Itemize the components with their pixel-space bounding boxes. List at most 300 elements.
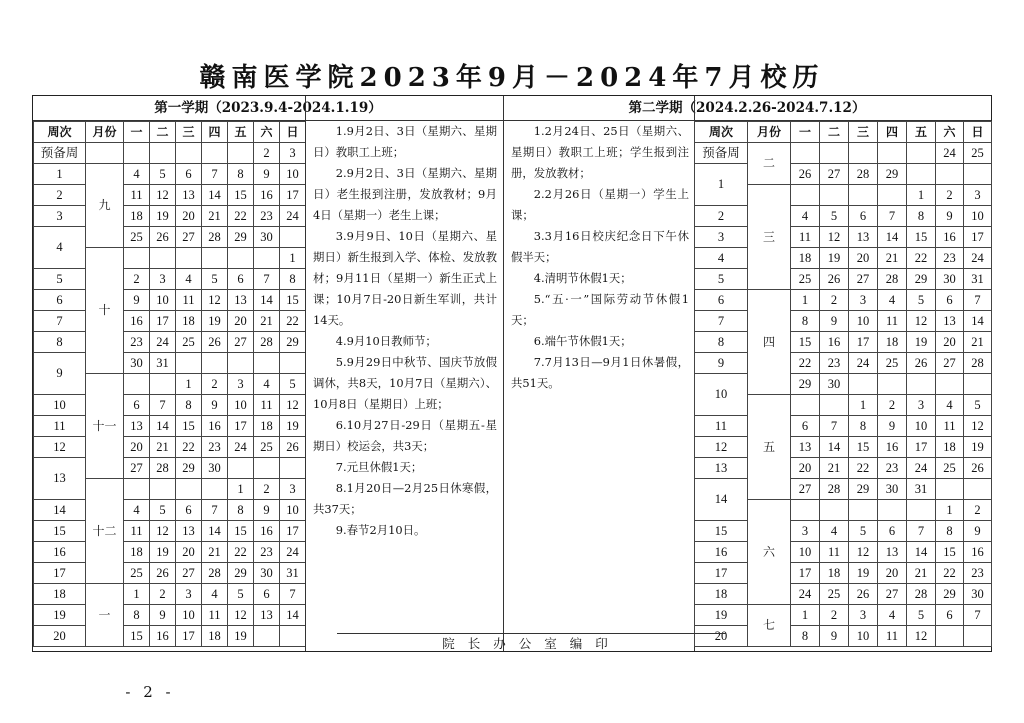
day-cell: 23 (254, 206, 280, 227)
day-cell: 29 (176, 458, 202, 479)
table-row (695, 521, 992, 542)
week-number: 17 (695, 563, 748, 584)
column-header: 六 (254, 122, 280, 143)
day-cell (176, 248, 202, 269)
day-cell: 23 (124, 332, 150, 353)
day-cell: 24 (150, 332, 176, 353)
day-cell: 19 (849, 563, 878, 584)
table-row (695, 248, 992, 269)
week-number: 19 (34, 605, 86, 626)
day-cell: 4 (791, 206, 820, 227)
day-cell: 27 (176, 227, 202, 248)
day-cell: 20 (176, 206, 202, 227)
day-cell: 3 (176, 584, 202, 605)
week-number: 10 (34, 395, 86, 416)
day-cell: 11 (791, 227, 820, 248)
day-cell: 21 (878, 248, 907, 269)
week-number: 13 (34, 458, 86, 500)
table-row (695, 290, 992, 311)
day-cell: 20 (936, 332, 964, 353)
day-cell: 28 (202, 227, 228, 248)
day-cell: 15 (791, 332, 820, 353)
day-cell: 23 (820, 353, 849, 374)
week-number: 2 (695, 206, 748, 227)
day-cell: 28 (254, 332, 280, 353)
table-row (695, 206, 992, 227)
day-cell: 1 (791, 605, 820, 626)
day-cell: 31 (907, 479, 936, 500)
day-cell: 7 (964, 290, 992, 311)
day-cell: 20 (878, 563, 907, 584)
day-cell: 24 (936, 143, 964, 164)
day-cell: 8 (280, 269, 306, 290)
week-number: 3 (34, 206, 86, 227)
table-row (34, 416, 306, 437)
page-title: 赣南医学院2023年9月－2024年7月校历 (199, 63, 825, 93)
table-row (695, 584, 992, 605)
day-cell: 20 (124, 437, 150, 458)
day-cell (907, 164, 936, 185)
week-number: 14 (34, 500, 86, 521)
day-cell: 11 (124, 185, 150, 206)
day-cell: 25 (964, 143, 992, 164)
day-cell: 21 (820, 458, 849, 479)
day-cell: 7 (202, 500, 228, 521)
day-cell: 7 (254, 269, 280, 290)
table-row (695, 164, 992, 185)
day-cell: 4 (936, 395, 964, 416)
table-row (34, 605, 306, 626)
day-cell: 31 (280, 563, 306, 584)
day-cell: 28 (820, 479, 849, 500)
day-cell: 23 (964, 563, 992, 584)
day-cell: 5 (150, 500, 176, 521)
day-cell: 1 (936, 500, 964, 521)
day-cell: 19 (150, 206, 176, 227)
week-number: 15 (34, 521, 86, 542)
day-cell: 1 (228, 479, 254, 500)
day-cell: 5 (280, 374, 306, 395)
month-label: 三 (748, 185, 791, 290)
day-cell: 6 (124, 395, 150, 416)
day-cell (878, 143, 907, 164)
column-header: 四 (202, 122, 228, 143)
day-cell: 28 (849, 164, 878, 185)
day-cell: 24 (228, 437, 254, 458)
day-cell: 13 (791, 437, 820, 458)
day-cell (907, 500, 936, 521)
day-cell: 16 (150, 626, 176, 647)
day-cell: 24 (280, 206, 306, 227)
day-cell: 6 (254, 584, 280, 605)
day-cell: 27 (791, 479, 820, 500)
week-number: 19 (695, 605, 748, 626)
day-cell: 10 (849, 311, 878, 332)
day-cell: 21 (202, 542, 228, 563)
day-cell: 9 (254, 164, 280, 185)
day-cell (820, 143, 849, 164)
column-header: 六 (936, 122, 964, 143)
day-cell: 17 (907, 437, 936, 458)
semester2-notes (511, 121, 689, 394)
day-cell (176, 479, 202, 500)
day-cell: 19 (907, 332, 936, 353)
day-cell: 4 (124, 500, 150, 521)
day-cell: 15 (228, 521, 254, 542)
day-cell: 8 (936, 521, 964, 542)
semester2-calendar-table (694, 121, 992, 647)
day-cell: 10 (150, 290, 176, 311)
week-number: 5 (34, 269, 86, 290)
day-cell: 25 (124, 563, 150, 584)
day-cell: 15 (849, 437, 878, 458)
column-header: 一 (124, 122, 150, 143)
day-cell (254, 248, 280, 269)
day-cell: 18 (176, 311, 202, 332)
day-cell: 11 (820, 542, 849, 563)
day-cell: 18 (820, 563, 849, 584)
day-cell (280, 227, 306, 248)
table-row (695, 332, 992, 353)
day-cell: 3 (849, 290, 878, 311)
day-cell: 22 (791, 353, 820, 374)
week-number: 15 (695, 521, 748, 542)
day-cell: 14 (202, 185, 228, 206)
table-row (695, 479, 992, 500)
day-cell: 29 (878, 164, 907, 185)
day-cell: 8 (907, 206, 936, 227)
note-item: 2.9月2日、3日（星期六、星期日）老生报到注册，发放教材；9月4日（星期一）老生上课； (313, 166, 497, 222)
day-cell: 12 (907, 311, 936, 332)
week-number: 1 (34, 164, 86, 185)
day-cell: 22 (228, 206, 254, 227)
day-cell: 13 (849, 227, 878, 248)
day-cell: 17 (849, 332, 878, 353)
month-label: 十二 (86, 479, 124, 584)
day-cell: 17 (280, 185, 306, 206)
day-cell: 12 (150, 521, 176, 542)
day-cell: 29 (849, 479, 878, 500)
note-item: 8.1月20日—2月25日休寒假，共37天； (313, 481, 497, 516)
day-cell: 3 (907, 395, 936, 416)
day-cell: 31 (150, 353, 176, 374)
day-cell: 19 (820, 248, 849, 269)
day-cell: 15 (228, 185, 254, 206)
day-cell: 12 (820, 227, 849, 248)
day-cell (150, 143, 176, 164)
table-row (34, 206, 306, 227)
table-row (695, 227, 992, 248)
day-cell: 21 (964, 332, 992, 353)
day-cell: 11 (124, 521, 150, 542)
day-cell (791, 143, 820, 164)
day-cell: 25 (820, 584, 849, 605)
day-cell (849, 143, 878, 164)
day-cell: 14 (878, 227, 907, 248)
day-cell: 4 (176, 269, 202, 290)
week-number: 8 (695, 332, 748, 353)
day-cell: 15 (124, 626, 150, 647)
day-cell (820, 185, 849, 206)
day-cell: 28 (150, 458, 176, 479)
day-cell: 4 (254, 374, 280, 395)
day-cell: 8 (791, 626, 820, 647)
day-cell (150, 248, 176, 269)
day-cell: 5 (202, 269, 228, 290)
day-cell: 8 (228, 500, 254, 521)
day-cell: 10 (907, 416, 936, 437)
day-cell: 10 (964, 206, 992, 227)
day-cell: 16 (936, 227, 964, 248)
day-cell: 4 (878, 290, 907, 311)
table-row (34, 584, 306, 605)
day-cell: 28 (202, 563, 228, 584)
column-header: 周次 (695, 122, 748, 143)
day-cell (280, 458, 306, 479)
day-cell: 24 (280, 542, 306, 563)
week-number: 20 (695, 626, 748, 647)
table-row (34, 521, 306, 542)
table-row (34, 626, 306, 647)
day-cell: 24 (907, 458, 936, 479)
note-item: 1.2月24日、25日（星期六、星期日）教职工上班；学生报到注册，发放教材； (511, 124, 689, 180)
day-cell: 24 (849, 353, 878, 374)
day-cell: 10 (280, 164, 306, 185)
day-cell: 8 (849, 416, 878, 437)
day-cell: 8 (124, 605, 150, 626)
week-number: 16 (695, 542, 748, 563)
day-cell: 4 (202, 584, 228, 605)
day-cell: 17 (228, 416, 254, 437)
column-header: 三 (849, 122, 878, 143)
day-cell: 24 (791, 584, 820, 605)
semester2-heading: 第二学期（2024.2.26-2024.7.12） (503, 96, 991, 121)
note-item: 4.清明节休假1天； (533, 271, 632, 285)
day-cell: 5 (964, 395, 992, 416)
day-cell: 5 (849, 521, 878, 542)
day-cell: 14 (907, 542, 936, 563)
day-cell (176, 353, 202, 374)
week-number: 7 (695, 311, 748, 332)
day-cell: 14 (820, 437, 849, 458)
day-cell: 6 (791, 416, 820, 437)
column-header: 月份 (86, 122, 124, 143)
day-cell: 21 (202, 206, 228, 227)
week-number: 11 (695, 416, 748, 437)
week-number: 16 (34, 542, 86, 563)
column-header: 五 (228, 122, 254, 143)
day-cell: 25 (176, 332, 202, 353)
day-cell: 27 (124, 458, 150, 479)
column-header: 二 (820, 122, 849, 143)
day-cell (202, 248, 228, 269)
table-row (34, 290, 306, 311)
day-cell: 31 (964, 269, 992, 290)
day-cell: 29 (791, 374, 820, 395)
day-cell: 30 (936, 269, 964, 290)
day-cell (849, 185, 878, 206)
day-cell: 9 (936, 206, 964, 227)
day-cell: 2 (202, 374, 228, 395)
table-row (695, 143, 992, 164)
note-item: 3.9月9日、10日（星期六、星期日）新生报到入学、体检、发放教材；9月11日（星期一）新生正式上课；10月7日-20日新生军训，共计14天。 (313, 229, 497, 327)
table-row (695, 269, 992, 290)
day-cell: 27 (176, 563, 202, 584)
day-cell (254, 458, 280, 479)
table-row (34, 143, 306, 164)
day-cell: 9 (124, 290, 150, 311)
day-cell: 5 (150, 164, 176, 185)
day-cell: 23 (202, 437, 228, 458)
week-number: 6 (695, 290, 748, 311)
day-cell (907, 374, 936, 395)
day-cell: 25 (254, 437, 280, 458)
day-cell: 3 (791, 521, 820, 542)
day-cell: 6 (849, 206, 878, 227)
table-row (34, 437, 306, 458)
day-cell: 7 (202, 164, 228, 185)
day-cell: 18 (791, 248, 820, 269)
day-cell: 10 (176, 605, 202, 626)
week-number: 17 (34, 563, 86, 584)
day-cell: 7 (964, 605, 992, 626)
month-label (86, 143, 124, 164)
column-header: 日 (964, 122, 992, 143)
day-cell: 9 (964, 521, 992, 542)
day-cell: 7 (907, 521, 936, 542)
day-cell (202, 143, 228, 164)
day-cell: 17 (280, 521, 306, 542)
day-cell: 26 (150, 227, 176, 248)
day-cell (849, 500, 878, 521)
table-row (695, 311, 992, 332)
day-cell: 8 (228, 164, 254, 185)
day-cell (964, 626, 992, 647)
note-item: 4.9月10日教师节； (335, 334, 437, 348)
day-cell: 7 (280, 584, 306, 605)
day-cell: 26 (150, 563, 176, 584)
day-cell: 12 (907, 626, 936, 647)
day-cell: 22 (280, 311, 306, 332)
day-cell: 27 (849, 269, 878, 290)
table-row (34, 542, 306, 563)
month-label: 四 (748, 290, 791, 395)
table-row (34, 395, 306, 416)
page-number: - 2 - (125, 683, 175, 701)
table-row (34, 311, 306, 332)
day-cell: 22 (936, 563, 964, 584)
day-cell: 22 (907, 248, 936, 269)
day-cell: 26 (964, 458, 992, 479)
day-cell (849, 374, 878, 395)
day-cell: 26 (202, 332, 228, 353)
day-cell: 14 (964, 311, 992, 332)
day-cell: 18 (124, 542, 150, 563)
day-cell (202, 353, 228, 374)
day-cell: 5 (907, 605, 936, 626)
day-cell (878, 500, 907, 521)
day-cell: 30 (820, 374, 849, 395)
day-cell: 2 (936, 185, 964, 206)
day-cell: 9 (878, 416, 907, 437)
week-number: 18 (695, 584, 748, 605)
day-cell: 25 (936, 458, 964, 479)
day-cell: 1 (849, 395, 878, 416)
note-item: 3.3月16日校庆纪念日下午休假半天； (511, 229, 689, 264)
day-cell: 20 (849, 248, 878, 269)
day-cell (791, 500, 820, 521)
week-number: 4 (695, 248, 748, 269)
day-cell: 12 (202, 290, 228, 311)
day-cell: 9 (202, 395, 228, 416)
day-cell: 18 (202, 626, 228, 647)
week-number: 2 (34, 185, 86, 206)
day-cell (936, 626, 964, 647)
day-cell: 17 (964, 227, 992, 248)
day-cell: 24 (964, 248, 992, 269)
day-cell (878, 374, 907, 395)
day-cell: 30 (202, 458, 228, 479)
column-header: 一 (791, 122, 820, 143)
day-cell (228, 353, 254, 374)
day-cell: 17 (791, 563, 820, 584)
week-number: 3 (695, 227, 748, 248)
day-cell: 13 (176, 521, 202, 542)
day-cell (124, 143, 150, 164)
table-row (34, 500, 306, 521)
day-cell: 26 (849, 584, 878, 605)
day-cell: 2 (964, 500, 992, 521)
week-number: 1 (695, 164, 748, 206)
day-cell: 29 (280, 332, 306, 353)
day-cell: 7 (878, 206, 907, 227)
table-row (695, 458, 992, 479)
day-cell: 14 (280, 605, 306, 626)
semester1-heading: 第一学期（2023.9.4-2024.1.19） (33, 96, 503, 121)
column-header: 三 (176, 122, 202, 143)
day-cell: 10 (849, 626, 878, 647)
table-row (695, 374, 992, 395)
table-row (34, 227, 306, 248)
day-cell: 9 (820, 311, 849, 332)
day-cell: 11 (176, 290, 202, 311)
day-cell: 1 (176, 374, 202, 395)
day-cell: 13 (936, 311, 964, 332)
day-cell: 12 (150, 185, 176, 206)
day-cell: 2 (150, 584, 176, 605)
day-cell: 25 (878, 353, 907, 374)
day-cell: 28 (907, 584, 936, 605)
note-item: 6.10月27日-29日（星期五-星期日）校运会，共3天； (313, 418, 497, 453)
day-cell (791, 395, 820, 416)
day-cell: 11 (936, 416, 964, 437)
day-cell: 16 (202, 416, 228, 437)
column-header: 二 (150, 122, 176, 143)
day-cell: 26 (791, 164, 820, 185)
day-cell: 2 (878, 395, 907, 416)
table-row (695, 437, 992, 458)
day-cell: 5 (228, 584, 254, 605)
day-cell: 19 (280, 416, 306, 437)
day-cell: 11 (202, 605, 228, 626)
week-number: 14 (695, 479, 748, 521)
day-cell: 1 (124, 584, 150, 605)
day-cell (124, 248, 150, 269)
day-cell: 23 (878, 458, 907, 479)
day-cell: 19 (964, 437, 992, 458)
day-cell: 22 (228, 542, 254, 563)
day-cell: 13 (254, 605, 280, 626)
